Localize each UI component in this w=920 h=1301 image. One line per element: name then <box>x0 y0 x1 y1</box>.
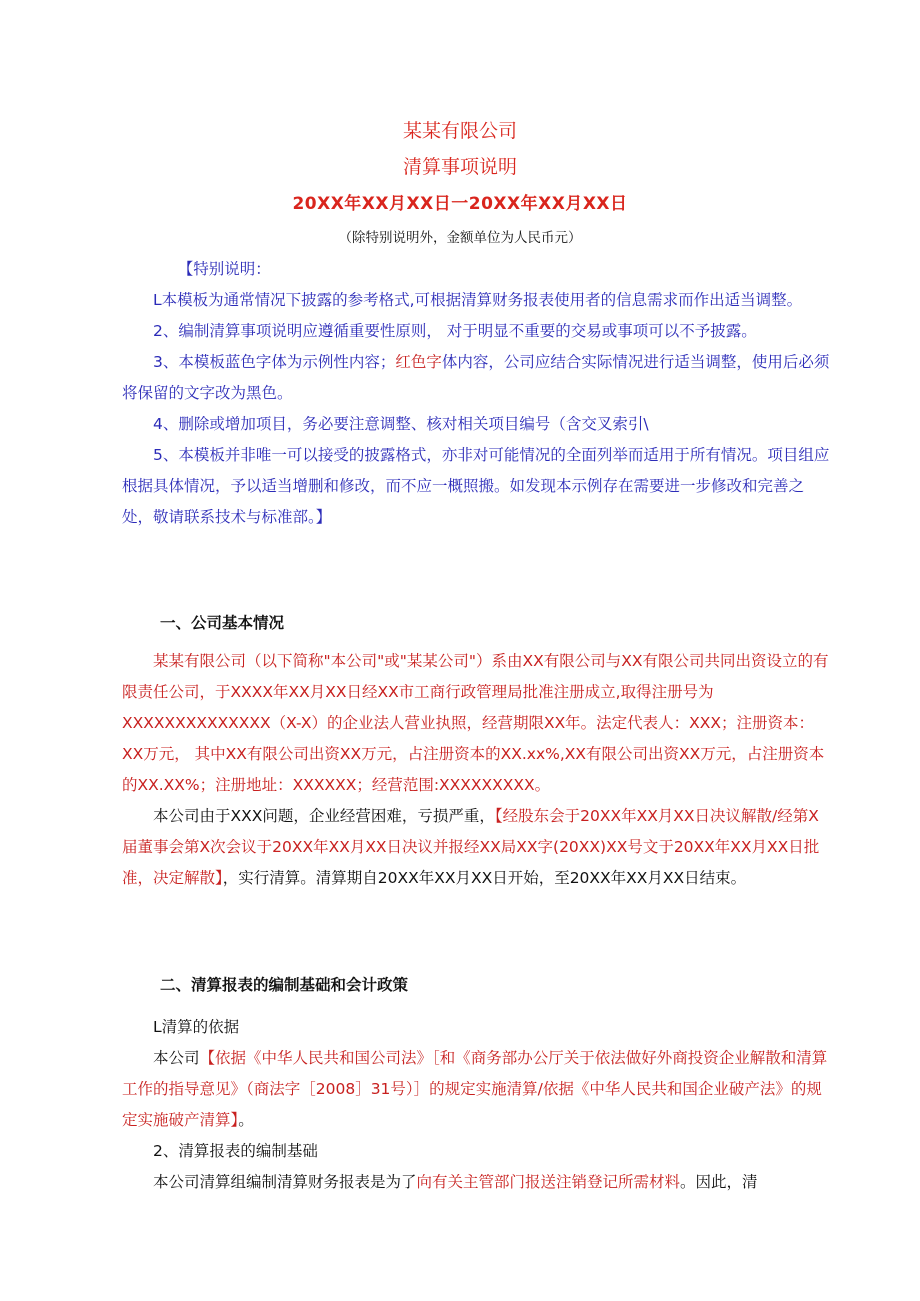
section-2-sub-2-red: 向有关主管部门报送注销登记所需材料 <box>416 1173 681 1191</box>
section-2-sub-2-text <box>122 1167 832 1198</box>
special-item-5: 5、本模板并非唯一可以接受的披露格式，亦非对可能情况的全面列举而适用于所有情况。项目组应根据具体情况，予以适当增删和修改，而不应一概照搬。如发现本示例存在需要进一步修改和完善之处，敬请联系技术与标准部。】 <box>122 446 830 526</box>
section-2-sub-1-a: 本公司 <box>153 1049 200 1067</box>
special-item-2: 2、编制清算事项说明应遵循重要性原则， 对于明显不重要的交易或事项可以不予披露。 <box>153 322 757 340</box>
special-item-1: L本模板为通常情况下披露的参考格式,可根据清算财务报表使用者的信息需求而作出适当调整。 <box>153 291 803 309</box>
special-item-3 <box>122 347 832 409</box>
section-1-para-2-a: 本公司由于XXX问题，企业经营困难，亏损严重， <box>153 807 495 825</box>
section-2-sub-2-heading: 2、清算报表的编制基础 <box>153 1142 318 1160</box>
section-1-para-2-red: 【经股东会于20XX年XX月XX日决议解散/经第X届董事会第X次会议于20XX年XX月XX日决议并报经XX局XX字(20XX)XX号文于20XX年XX月XX日批准，决定解散】 <box>122 807 820 887</box>
section-1-para-1: 某某有限公司（以下简称"本公司"或"某某公司"）系由XX有限公司与XX有限公司共同出资设立的有限责任公司，于XXXX年XX月XX日经XX市工商行政管理局批准注册成立,取得注册号为XXXXXXXXXXXXXX（X-X）的企业法人营业执照，经营期限XX年。法定代表人：XXX；注册资本：XX万元， 其中XX有限公司出资XX万元，占注册资本的XX.xx%,XX有限公司出资XX万元，占注册资本的XX.XX%；注册地址：XXXXXX；经营范围:XXXXXXXXX。 <box>122 652 829 794</box>
company-title: 某某有限公司 <box>402 120 517 142</box>
section-2-sub-1-end: 。 <box>238 1111 254 1129</box>
section-2-body <box>122 1012 832 1198</box>
special-item-4: 4、删除或增加项目，务必要注意调整、核对相关项目编号（含交叉索引\ <box>153 415 649 433</box>
special-label: 【特别说明： <box>177 260 271 278</box>
period-range: 20XX年XX月XX日一20XX年XX月XX日 <box>292 194 628 214</box>
section-1-body <box>122 646 832 894</box>
section-1-heading: 一、公司基本情况 <box>160 614 285 632</box>
section-2-sub-1-red: 【依据《中华人民共和国公司法》［和《商务部办公厅关于依法做好外商投资企业解散和清算工作的指导意见》（商法字［2008］31号）］的规定实施清算/依据《中华人民共和国企业破产法》的规定实施破产清算】 <box>122 1049 828 1129</box>
document-title: 清算事项说明 <box>402 156 517 178</box>
special-notes <box>122 254 832 533</box>
section-2-sub-2-b: 。因此，清 <box>680 1173 758 1191</box>
section-1-para-2-b: ，实行清算。清算期自20XX年XX月XX日开始，至20XX年XX月XX日结束。 <box>222 869 747 887</box>
special-item-3-blue-a: 3、本模板蓝色字体为示例性内容； <box>153 353 396 371</box>
special-item-3-blue-b: 体内容，公司应结合实际情况进行适当调整，使用后必须将保留的文字改为黑色。 <box>122 353 830 402</box>
section-2-sub-1-text <box>122 1043 832 1136</box>
special-item-3-red: 红色字 <box>395 353 442 371</box>
section-2-sub-2-a: 本公司清算组编制清算财务报表是为了 <box>153 1173 417 1191</box>
unit-note: （除特别说明外，金额单位为人民币元） <box>338 230 582 246</box>
section-2-heading: 二、清算报表的编制基础和会计政策 <box>160 976 409 994</box>
section-1-para-2 <box>122 801 832 894</box>
section-2-sub-1-heading: L清算的依据 <box>153 1018 240 1036</box>
